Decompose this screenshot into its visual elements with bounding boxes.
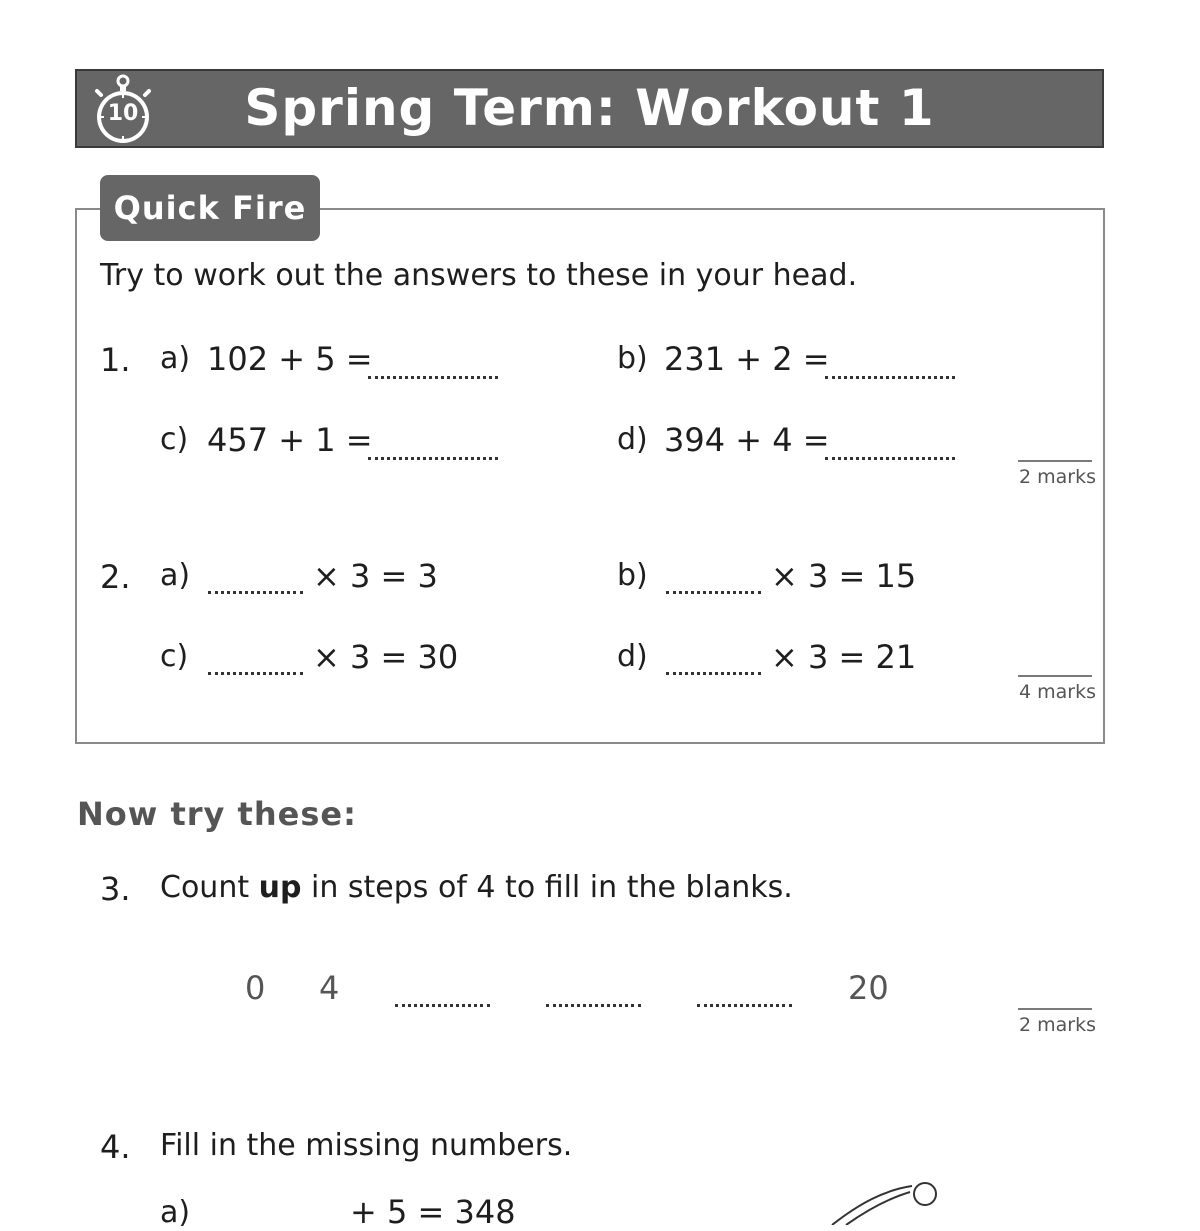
marks-label: 2 marks — [1019, 1014, 1096, 1036]
answer-blank[interactable] — [368, 376, 498, 379]
marks-line — [1018, 1008, 1092, 1010]
part-label: a) — [160, 558, 191, 593]
sequence-value: 4 — [319, 969, 340, 1007]
question-text-start: Count — [160, 870, 250, 905]
part-label: c) — [160, 422, 189, 457]
question-number: 2. — [100, 558, 131, 596]
instruction-text: Try to work out the answers to these in your head. — [100, 258, 858, 293]
question-number: 3. — [100, 870, 131, 908]
sequence-blank[interactable] — [546, 1004, 641, 1007]
marks-line — [1018, 460, 1092, 462]
expression: × 3 = 21 — [771, 638, 917, 676]
part-label: d) — [617, 422, 648, 457]
page-title: Spring Term: Workout 1 — [244, 79, 935, 137]
question-text-bold: up — [258, 870, 302, 905]
expression: 102 + 5 = — [207, 340, 373, 378]
sequence-value: 0 — [245, 969, 266, 1007]
part-label: b) — [617, 341, 648, 376]
answer-blank[interactable] — [666, 672, 761, 675]
answer-blank[interactable] — [208, 591, 303, 594]
part-label: c) — [160, 639, 189, 674]
expression: + 5 = 348 — [350, 1193, 516, 1231]
marks-line — [1018, 675, 1092, 677]
part-label: a) — [160, 341, 191, 376]
expression: 457 + 1 = — [207, 421, 373, 459]
answer-blank[interactable] — [825, 457, 955, 460]
sequence-blank[interactable] — [697, 1004, 792, 1007]
header-banner — [75, 69, 1104, 148]
question-text-end: in steps of 4 to fill in the blanks. — [311, 870, 793, 905]
answer-blank[interactable] — [666, 591, 761, 594]
expression: × 3 = 3 — [313, 557, 438, 595]
answer-blank[interactable] — [368, 457, 498, 460]
question-number: 1. — [100, 341, 131, 379]
part-label: a) — [160, 1195, 191, 1230]
expression: 231 + 2 = — [664, 340, 830, 378]
kite-string-illustration — [830, 1178, 942, 1225]
answer-blank[interactable] — [208, 672, 303, 675]
timer-label: 10 — [107, 101, 139, 126]
section-heading: Now try these: — [77, 795, 357, 833]
quick-fire-tab: Quick Fire — [100, 175, 320, 241]
expression: × 3 = 30 — [313, 638, 459, 676]
question-text — [160, 870, 793, 905]
sequence-blank[interactable] — [395, 1004, 490, 1007]
marks-label: 4 marks — [1019, 681, 1096, 703]
question-text: Fill in the missing numbers. — [160, 1128, 573, 1163]
marks-label: 2 marks — [1019, 466, 1096, 488]
question-number: 4. — [100, 1128, 131, 1166]
part-label: d) — [617, 639, 648, 674]
sequence-value: 20 — [848, 969, 889, 1007]
answer-blank[interactable] — [825, 376, 955, 379]
expression: 394 + 4 = — [664, 421, 830, 459]
expression: × 3 = 15 — [771, 557, 917, 595]
part-label: b) — [617, 558, 648, 593]
